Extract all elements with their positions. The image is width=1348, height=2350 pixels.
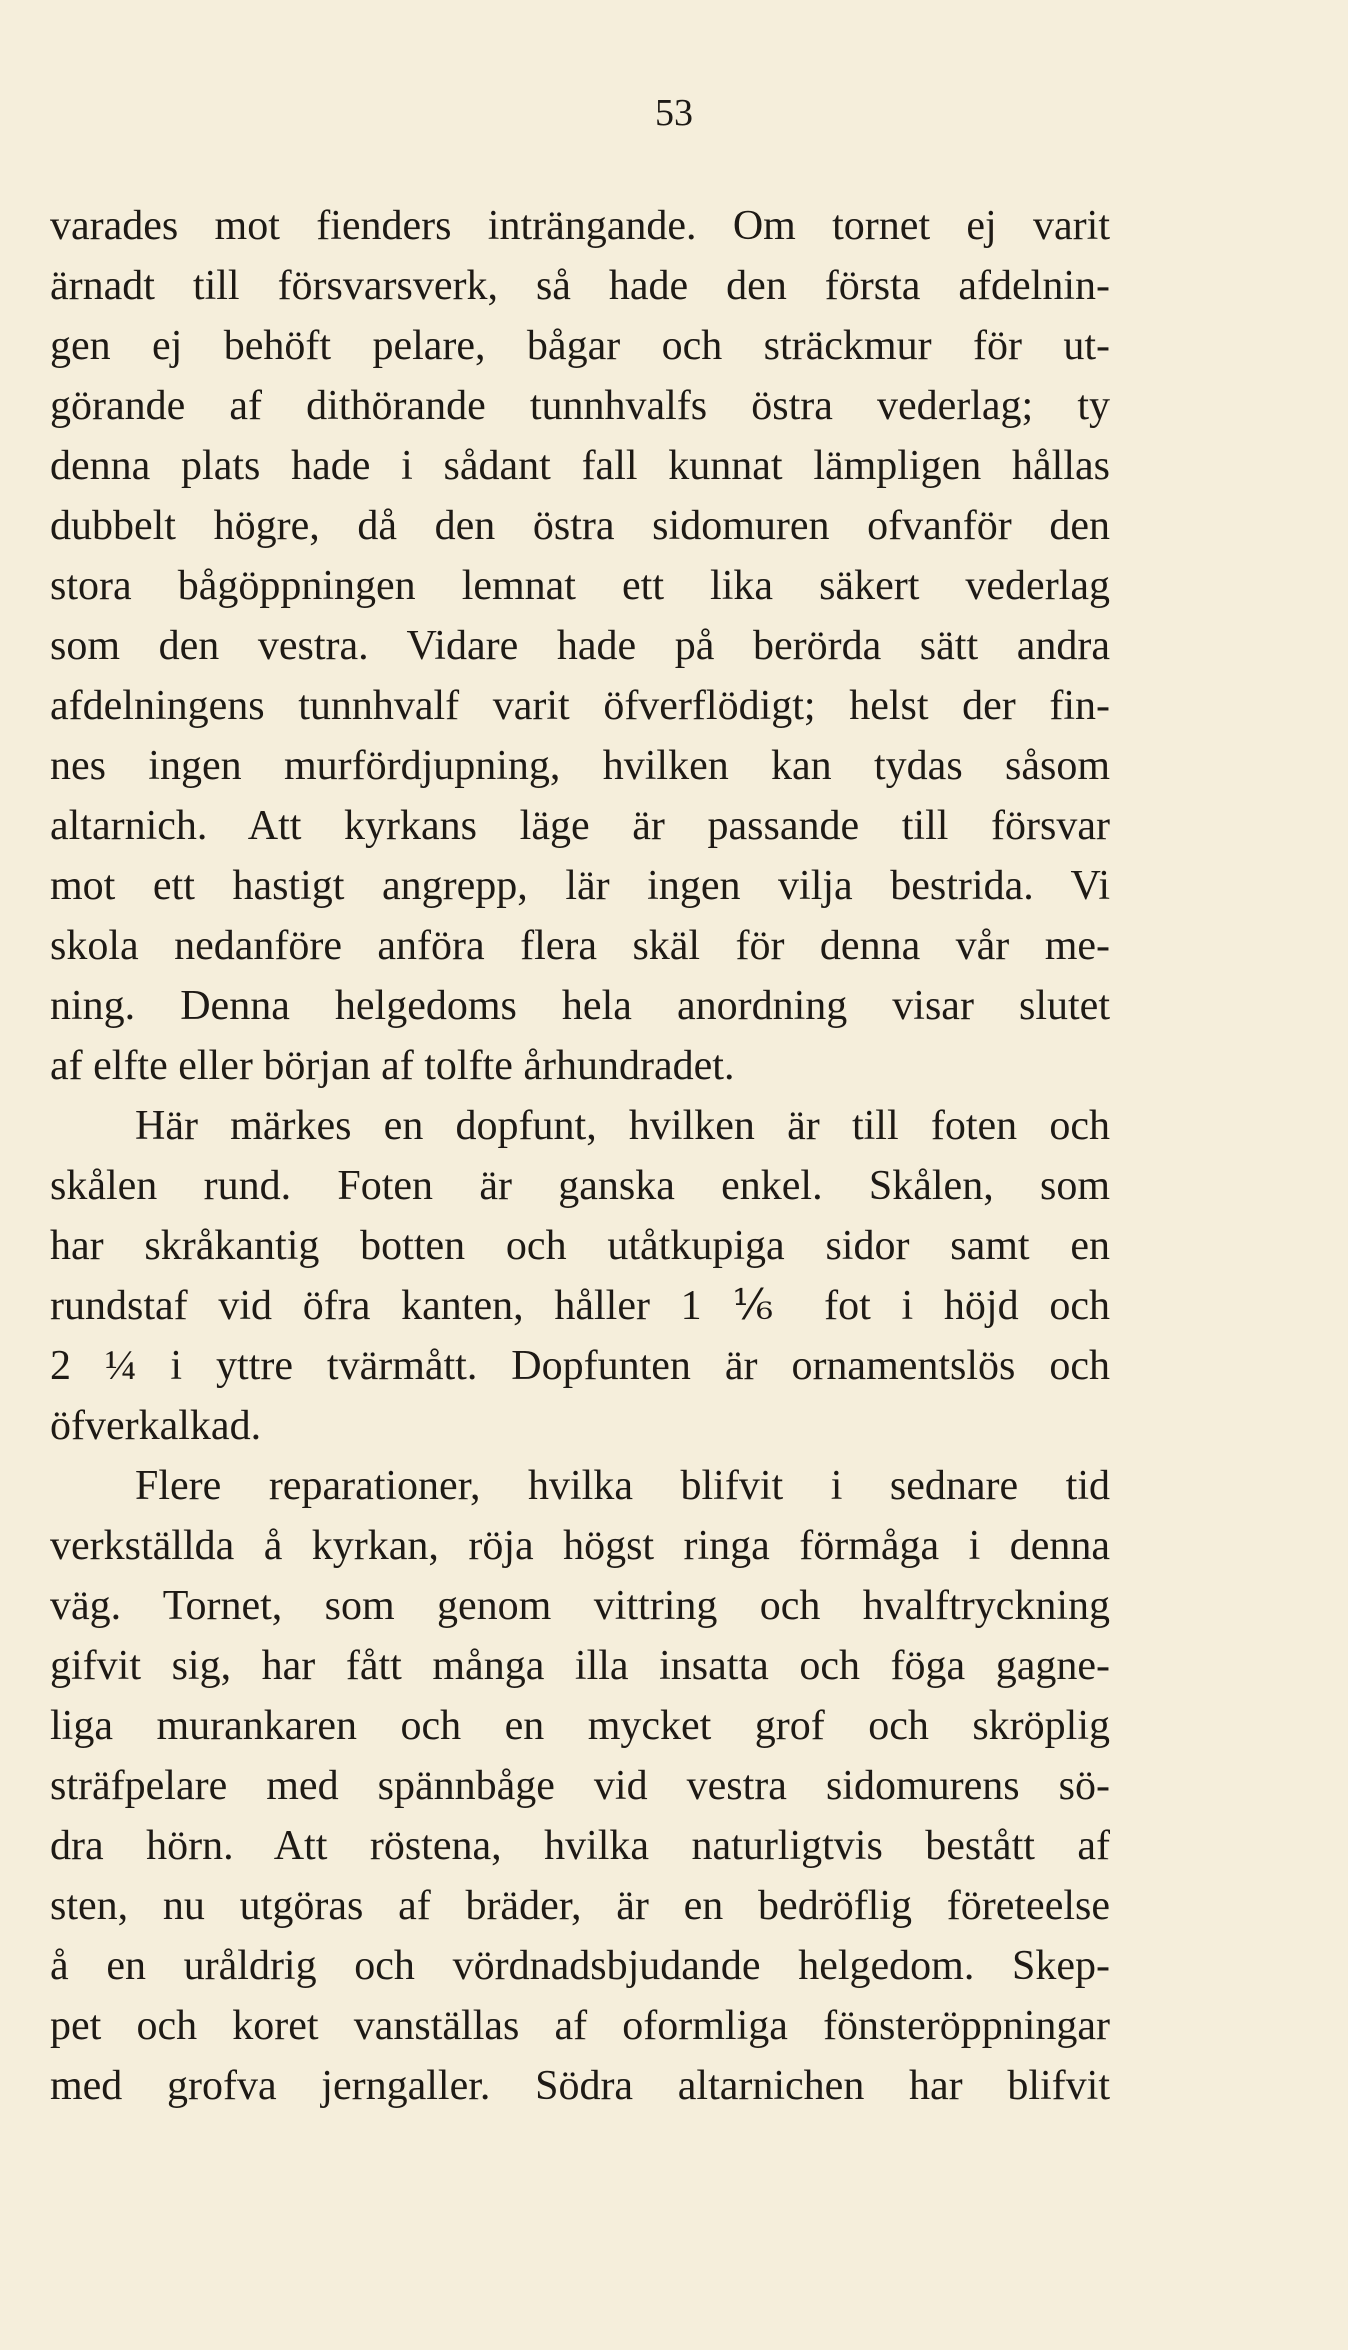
text-line: Här märkes en dopfunt, hvilken är till foten och bbox=[135, 1103, 1110, 1149]
text-line: å en uråldrig och vördnadsbjudande helgedom. Skep- bbox=[50, 1943, 1110, 1989]
text-line: dra hörn. Att röstena, hvilka naturligtvis bestått af bbox=[50, 1823, 1110, 1869]
text-line: mot ett hastigt angrepp, lär ingen vilja bestrida. Vi bbox=[50, 863, 1110, 909]
text-line: gifvit sig, har fått många illa insatta och föga gagne- bbox=[50, 1643, 1110, 1689]
text-line: skålen rund. Foten är ganska enkel. Skålen, som bbox=[50, 1163, 1110, 1209]
text-line: görande af dithörande tunnhvalfs östra vederlag; ty bbox=[50, 383, 1110, 429]
text-line: sten, nu utgöras af bräder, är en bedröflig företeelse bbox=[50, 1883, 1110, 1929]
text-line: pet och koret vanställas af oformliga fönsteröppningar bbox=[50, 2003, 1110, 2049]
text-line: 2 ¼ i yttre tvärmått. Dopfunten är ornamentslös och bbox=[50, 1343, 1110, 1389]
text-line: varades mot fienders inträngande. Om tornet ej varit bbox=[50, 203, 1110, 249]
body-text bbox=[50, 196, 1110, 2116]
text-line: rundstaf vid öfra kanten, håller 1 ⅙ fot i höjd och bbox=[50, 1283, 1110, 1329]
text-line: väg. Tornet, som genom vittring och hvalftryckning bbox=[50, 1583, 1110, 1629]
text-line: har skråkantig botten och utåtkupiga sidor samt en bbox=[50, 1223, 1110, 1269]
text-line: skola nedanföre anföra flera skäl för denna vår me- bbox=[50, 923, 1110, 969]
text-line: altarnich. Att kyrkans läge är passande till försvar bbox=[50, 803, 1110, 849]
text-line: Flere reparationer, hvilka blifvit i sednare tid bbox=[135, 1463, 1110, 1509]
text-line: ärnadt till försvarsverk, så hade den första afdelnin- bbox=[50, 263, 1110, 309]
text-line: liga murankaren och en mycket grof och skröplig bbox=[50, 1703, 1110, 1749]
text-line: gen ej behöft pelare, bågar och sträckmur för ut- bbox=[50, 323, 1110, 369]
text-line: dubbelt högre, då den östra sidomuren ofvanför den bbox=[50, 503, 1110, 549]
text-line: med grofva jerngaller. Södra altarnichen har blifvit bbox=[50, 2063, 1110, 2109]
page-number: 53 bbox=[655, 92, 693, 134]
text-line: nes ingen murfördjupning, hvilken kan tydas såsom bbox=[50, 743, 1110, 789]
text-line: ning. Denna helgedoms hela anordning visar slutet bbox=[50, 983, 1110, 1029]
text-line: stora bågöppningen lemnat ett lika säkert vederlag bbox=[50, 563, 1110, 609]
text-line: af elfte eller början af tolfte århundradet. bbox=[50, 1043, 735, 1089]
text-line: afdelningens tunnhvalf varit öfverflödigt; helst der fin- bbox=[50, 683, 1110, 729]
text-line: öfverkalkad. bbox=[50, 1403, 262, 1449]
text-line: denna plats hade i sådant fall kunnat lämpligen hållas bbox=[50, 443, 1110, 489]
text-line: sträfpelare med spännbåge vid vestra sidomurens sö- bbox=[50, 1763, 1110, 1809]
text-line: verkställda å kyrkan, röja högst ringa förmåga i denna bbox=[50, 1523, 1110, 1569]
text-line: som den vestra. Vidare hade på berörda sätt andra bbox=[50, 623, 1110, 669]
